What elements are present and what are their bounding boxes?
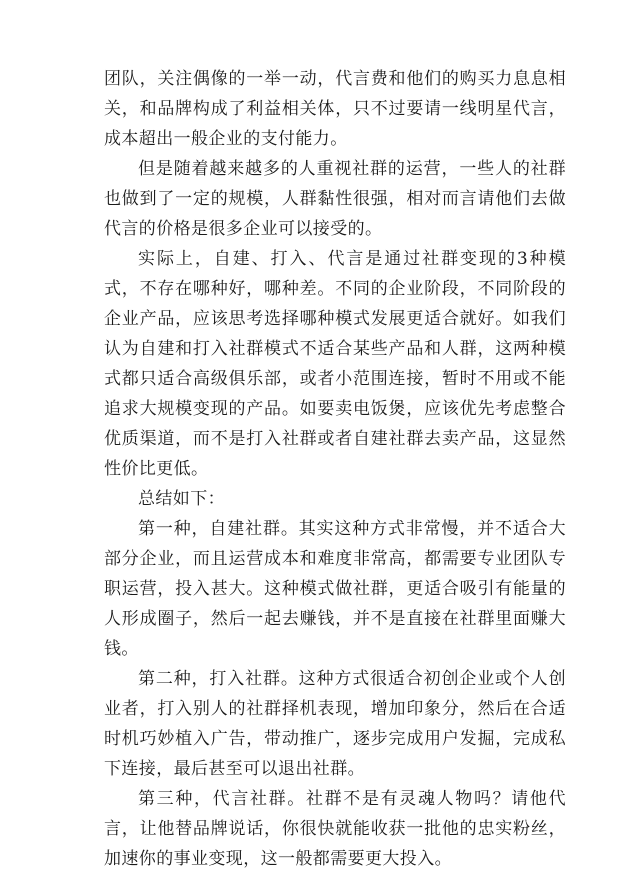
paragraph-summary-heading: 总结如下： (138, 489, 225, 509)
paragraph-continuation: 团队，关注偶像的一举一动，代言费和他们的购买力息息相关，和品牌构成了利益相关体，只不过要请一线明星代言，成本超出一般企业的支付能力。 (104, 69, 566, 149)
document-body (104, 64, 566, 874)
paragraph-model-join: 第二种，打入社群。这种方式很适合初创企业或个人创业者，打入别人的社群择机表现，增加印象分，然后在合适时机巧妙植入广告，带动推广，逐步完成用户发掘，完成私下连接，最后甚至可以退出社群。 (104, 669, 566, 779)
paragraph-community-scale: 但是随着越来越多的人重视社群的运营，一些人的社群也做到了一定的规模，人群黏性很强，相对而言请他们去做代言的价格是很多企业可以接受的。 (104, 159, 566, 239)
paragraph-model-endorsement: 第三种，代言社群。社群不是有灵魂人物吗？请他代言，让他替品牌说话，你很快就能收获一批他的忠实粉丝，加速你的事业变现，这一般都需要更大投入。 (104, 789, 566, 869)
paragraph-model-self-built: 第一种，自建社群。其实这种方式非常慢，并不适合大部分企业，而且运营成本和难度非常高，都需要专业团队专职运营，投入甚大。这种模式做社群，更适合吸引有能量的人形成圈子，然后一起去赚钱，并不是直接在社群里面赚大钱。 (104, 519, 566, 659)
paragraph-three-models: 实际上，自建、打入、代言是通过社群变现的3种模式，不存在哪种好，哪种差。不同的企业阶段，不同阶段的企业产品，应该思考选择哪种模式发展更适合就好。如我们认为自建和打入社群模式不适合某些产品和人群，这两种模式都只适合高级俱乐部，或者小范围连接，暂时不用或不能追求大规模变现的产品。如要卖电饭煲，应该优先考虑整合优质渠道，而不是打入社群或者自建社群去卖产品，这显然性价比更低。 (104, 249, 566, 479)
